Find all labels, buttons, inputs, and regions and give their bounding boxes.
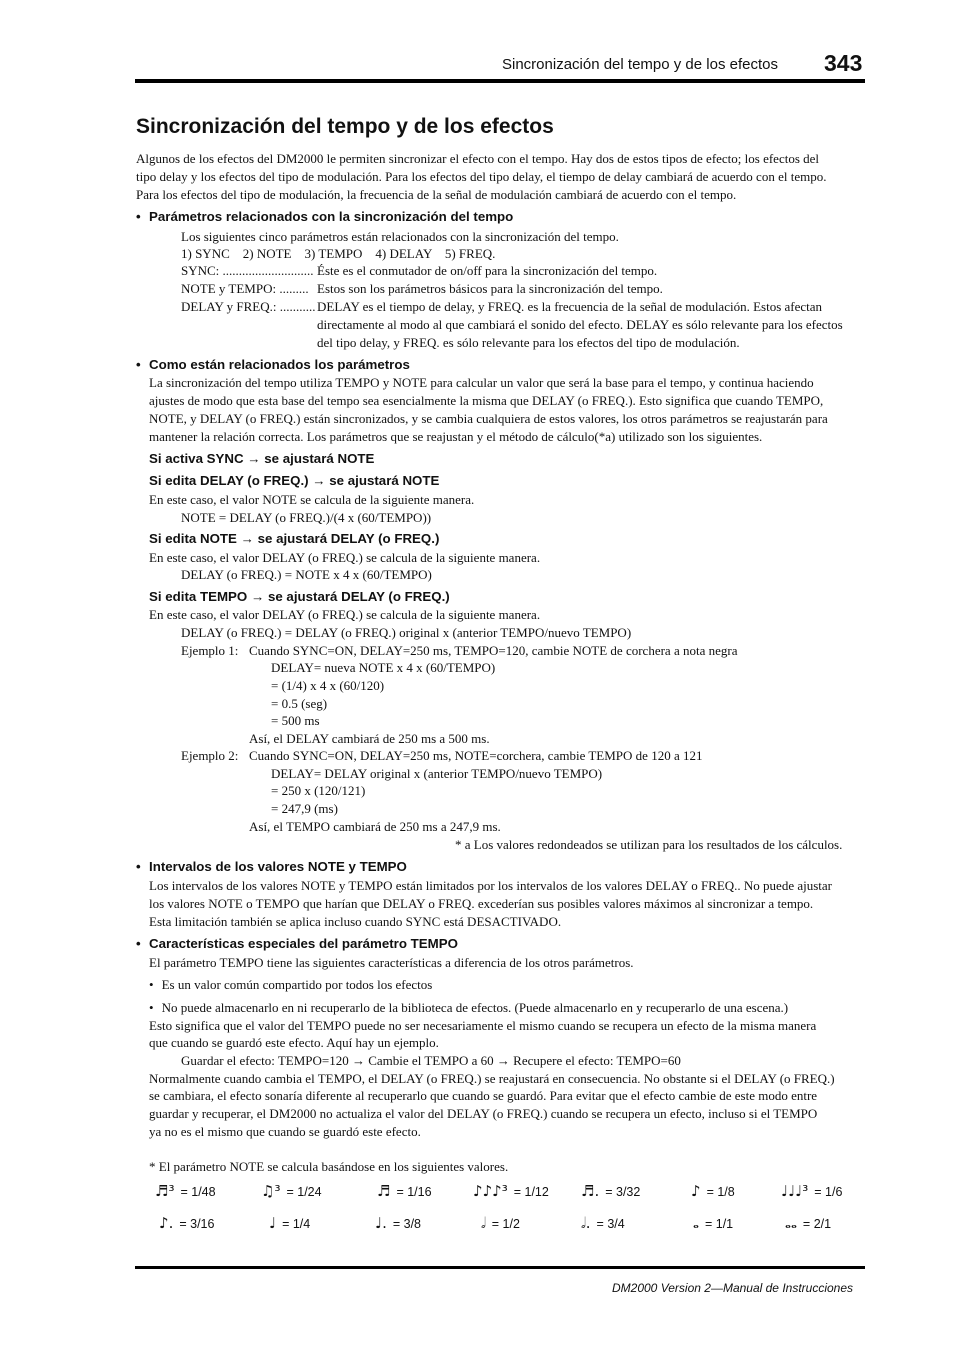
eighth-note-icon: ♪ (691, 1182, 701, 1200)
eighth-triplet-icon: ♫³ (261, 1182, 281, 1200)
dotted-half-icon: 𝅗𝅥. (581, 1214, 591, 1232)
header-rule (135, 79, 865, 83)
note-value-item (375, 1214, 421, 1232)
tempo-line: que cuando se guardó este efecto. Aquí hay un ejemplo. (149, 1035, 439, 1050)
example-2-calc: = 247,9 (ms) (271, 801, 338, 816)
example-1-calc: = 0.5 (seg) (271, 696, 328, 711)
def-key-sync: SYNC: ............................ (181, 263, 314, 278)
note-value: = 1/48 (180, 1185, 216, 1199)
def-value-delay-freq: del tipo delay, y FREQ. es sólo relevante para los efectos del tipo de modulación. (317, 335, 740, 350)
note-value: = 2/1 (802, 1217, 832, 1231)
tempo-line: ya no es el mismo que cuando se guardó este efecto. (149, 1124, 421, 1139)
note-value-item (781, 1182, 842, 1200)
bullet-icon: • (136, 209, 141, 224)
dotted-eighth-icon: ♪. (159, 1214, 174, 1232)
note-values-intro: * El parámetro NOTE se calcula basándose en los siguientes valores. (149, 1159, 509, 1174)
rounding-footnote: * a Los valores redondeados se utilizan para los resultados de los cálculos. (455, 837, 843, 852)
section-heading-ranges (136, 859, 407, 874)
note-value: = 1/12 (513, 1185, 549, 1199)
bullet-text: Es un valor común compartido por todos los efectos (161, 977, 433, 992)
intro-line: tipo delay y los efectos del tipo de modulación. Para los efectos del tipo delay, el tiempo de delay cambiará de acuerdo con el tempo. (136, 169, 827, 184)
params-intro: Los siguientes cinco parámetros están relacionados con la sincronización del tempo. (181, 229, 619, 244)
sixteenth-triplet-icon: ♬³ (155, 1182, 175, 1200)
tempo-line: se cambiara, el efecto sonaría diferente al recuperarlo que cuando se guardó. Para evitar que el efecto cambie de este modo entre (149, 1088, 818, 1103)
def-key-note-tempo: NOTE y TEMPO: ......... (181, 281, 309, 296)
example-1-calc: = 500 ms (271, 713, 320, 728)
tempo-line: Esto significa que el valor del TEMPO puede no ser necesariamente el mismo cuando se recupera un efecto de la misma manera (149, 1018, 817, 1033)
ranges-line: los valores NOTE o TEMPO que harían que DELAY o FREQ. excederían sus posibles valores máximos al sincronizar a tempo. (149, 896, 814, 911)
note-value-item (473, 1182, 549, 1200)
note-value-item (377, 1182, 432, 1200)
quarter-triplet-b-icon: ♩♩♩³ (781, 1182, 809, 1200)
tempo-bullet-2 (149, 999, 788, 1017)
tempo-line: Normalmente cuando cambia el TEMPO, el DELAY (o FREQ.) se reajustará en consecuencia. No obstante si el DELAY (o FREQ.) (149, 1071, 835, 1086)
example-2-calc: DELAY= DELAY original x (anterior TEMPO/nuevo TEMPO) (271, 766, 603, 781)
relations-line: NOTE, y DELAY (o FREQ.) están sincronizados, y se cambia cualquiera de estos valores, los otros parámetros se reajustarán para (149, 411, 828, 426)
tempo-line: guardar y recuperar, el DM2000 no actualiza el valor del DELAY (o FREQ.) cuando se recupera un efecto, incluso si el TEMPO (149, 1106, 818, 1121)
note-value-item (693, 1214, 733, 1232)
footer-rule (135, 1266, 865, 1269)
bullet-icon: • (136, 859, 141, 874)
subheading-sync: Si activa SYNC → se ajustará NOTE (149, 451, 375, 466)
note-value-item (481, 1214, 520, 1232)
note-value: = 3/16 (179, 1217, 215, 1231)
note-value-item (691, 1182, 735, 1200)
note-value: = 3/8 (392, 1217, 421, 1231)
double-whole-icon: 𝅝𝅝 (785, 1214, 797, 1232)
edit-tempo-desc: En este caso, el valor DELAY (o FREQ.) se calcula de la siguiente manera. (149, 607, 541, 622)
note-value-item (581, 1182, 640, 1200)
section-heading-params (136, 209, 514, 224)
subheading-edit-delay: Si edita DELAY (o FREQ.) → se ajustará NOTE (149, 473, 440, 488)
note-value-item (269, 1214, 310, 1232)
section-title: Parámetros relacionados con la sincronización del tempo (149, 209, 514, 224)
example-1-calc: DELAY= nueva NOTE x 4 x (60/TEMPO) (271, 660, 496, 675)
relations-line: mantener la relación correcta. Los parámetros que se reajustan y el método de cálculo(*a) utilizado son los siguientes. (149, 429, 763, 444)
bullet-icon: • (136, 357, 141, 372)
page-number: 343 (824, 50, 863, 76)
relations-line: ajustes de modo que esta base del tempo sea esencialmente la misma que DELAY (o FREQ.). Esto significa que cuando TEMPO, (149, 393, 824, 408)
note-value: = 1/6 (814, 1185, 843, 1199)
edit-tempo-formula: DELAY (o FREQ.) = DELAY (o FREQ.) original x (anterior TEMPO/nuevo TEMPO) (181, 625, 632, 640)
def-value-note-tempo: Estos son los parámetros básicos para la sincronización del tempo. (317, 281, 663, 296)
dotted-quarter-icon: ♩. (375, 1214, 387, 1232)
edit-delay-desc: En este caso, el valor NOTE se calcula de la siguiente manera. (149, 492, 475, 507)
ranges-line: Esta limitación también se aplica incluso cuando SYNC está DESACTIVADO. (149, 914, 562, 929)
note-value: = 1/1 (704, 1217, 734, 1231)
example-2-label: Ejemplo 2: (181, 748, 239, 763)
bullet-icon: • (136, 936, 141, 951)
dotted-sixteenth-icon: ♬. (581, 1182, 600, 1200)
tempo-intro: El parámetro TEMPO tiene las siguientes características a diferencia de los otros parámetros. (149, 955, 634, 970)
note-value: = 1/24 (286, 1185, 322, 1199)
example-1-result: Así, el DELAY cambiará de 250 ms a 500 ms. (249, 731, 490, 746)
quarter-triplet-icon: ♪♪♪³ (473, 1182, 508, 1200)
note-value: = 1/8 (706, 1185, 735, 1199)
running-header: Sincronización del tempo y de los efectos (502, 56, 778, 73)
example-2-text: Cuando SYNC=ON, DELAY=250 ms, NOTE=corchera, cambie TEMPO de 120 a 121 (249, 748, 703, 763)
ranges-line: Los intervalos de los valores NOTE y TEMPO están limitados por los intervalos de los valores DELAY o FREQ.. No puede ajustar (149, 878, 833, 893)
def-value-sync: Éste es el conmutador de on/off para la sincronización del tempo. (317, 263, 658, 278)
note-value: = 1/16 (396, 1185, 432, 1199)
intro-line: Para los efectos del tipo de modulación, la frecuencia de la señal de modulación cambiará de acuerdo con el tempo. (136, 187, 737, 202)
example-1-calc: = (1/4) x 4 x (60/120) (271, 678, 385, 693)
edit-note-formula: DELAY (o FREQ.) = NOTE x 4 x (60/TEMPO) (181, 567, 432, 582)
tempo-bullet-1 (149, 976, 432, 994)
note-value: = 1/4 (282, 1217, 311, 1231)
section-title: Características especiales del parámetro TEMPO (149, 936, 458, 951)
half-note-icon: 𝅗𝅥 (481, 1214, 486, 1232)
section-heading-tempo (136, 936, 458, 951)
params-list: 1) SYNC 2) NOTE 3) TEMPO 4) DELAY 5) FREQ. (181, 246, 496, 261)
tempo-example: Guardar el efecto: TEMPO=120 → Cambie el TEMPO a 60 → Recupere el efecto: TEMPO=60 (181, 1053, 681, 1068)
subheading-edit-tempo: Si edita TEMPO → se ajustará DELAY (o FREQ.) (149, 589, 450, 604)
whole-note-icon: 𝅝 (693, 1214, 699, 1232)
def-key-delay-freq: DELAY y FREQ.: ........... (181, 299, 316, 314)
note-value-item (155, 1182, 216, 1200)
edit-note-desc: En este caso, el valor DELAY (o FREQ.) se calcula de la siguiente manera. (149, 550, 541, 565)
section-title: Como están relacionados los parámetros (149, 357, 410, 372)
note-value-item (785, 1214, 831, 1232)
example-2-result: Así, el TEMPO cambiará de 250 ms a 247,9 ms. (249, 819, 501, 834)
subheading-edit-note: Si edita NOTE → se ajustará DELAY (o FREQ.) (149, 531, 440, 546)
sixteenth-note-icon: ♬ (377, 1182, 391, 1200)
small-bullet-icon: • (149, 1000, 154, 1015)
page-title: Sincronización del tempo y de los efectos (136, 115, 554, 138)
def-value-delay-freq: DELAY es el tiempo de delay, y FREQ. es la frecuencia de la señal de modulación. Estos afectan (317, 299, 823, 314)
edit-delay-formula: NOTE = DELAY (o FREQ.)/(4 x (60/TEMPO)) (181, 510, 432, 525)
note-value-item (581, 1214, 625, 1232)
note-value-item (159, 1214, 214, 1232)
quarter-note-icon: ♩ (269, 1214, 277, 1232)
example-1-label: Ejemplo 1: (181, 643, 239, 658)
note-value: = 3/4 (596, 1217, 625, 1231)
note-value-item (261, 1182, 322, 1200)
def-value-delay-freq: directamente al modo al que cambiará el sonido del efecto. DELAY es sólo relevante para los efectos (317, 317, 843, 332)
section-heading-relations (136, 357, 410, 372)
example-2-calc: = 250 x (120/121) (271, 783, 366, 798)
note-value: = 3/32 (605, 1185, 641, 1199)
small-bullet-icon: • (149, 977, 154, 992)
intro-line: Algunos de los efectos del DM2000 le permiten sincronizar el efecto con el tempo. Hay dos de estos tipos de efecto; los efectos del (136, 151, 820, 166)
note-value: = 1/2 (491, 1217, 520, 1231)
bullet-text: No puede almacenarlo en ni recuperarlo de la biblioteca de efectos. (Puede almacenarlo en y recuperarlo de una escena.) (161, 1000, 789, 1015)
footer-text: DM2000 Version 2—Manual de Instrucciones (612, 1281, 854, 1295)
relations-line: La sincronización del tempo utiliza TEMPO y NOTE para calcular un valor que será la base para el tempo, y continua haciendo (149, 375, 814, 390)
section-title: Intervalos de los valores NOTE y TEMPO (149, 859, 407, 874)
example-1-text: Cuando SYNC=ON, DELAY=250 ms, TEMPO=120, cambie NOTE de corchera a nota negra (249, 643, 738, 658)
